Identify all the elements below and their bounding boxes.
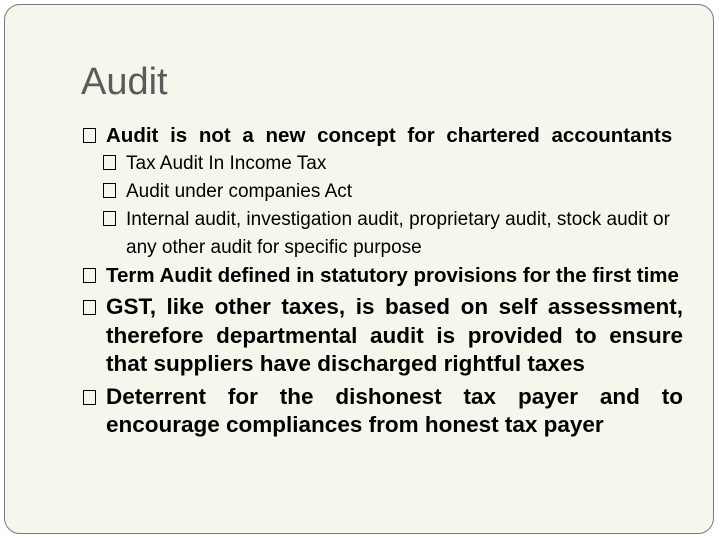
bullet-text: Deterrent for the dishonest tax payer and to encourage compliances from honest tax payer	[106, 383, 683, 437]
slide-body	[83, 122, 683, 441]
square-bullet-icon	[103, 150, 116, 178]
sub-bullet-text: Audit under companies Act	[126, 181, 353, 202]
bullet-item	[83, 383, 683, 440]
square-bullet-icon	[103, 206, 116, 234]
square-bullet-icon	[103, 178, 116, 206]
square-bullet-icon	[83, 262, 96, 289]
sub-bullet-item	[103, 206, 683, 262]
bullet-item	[83, 122, 683, 149]
square-bullet-icon	[83, 293, 96, 322]
slide	[4, 4, 714, 534]
bullet-item	[83, 293, 683, 379]
square-bullet-icon	[83, 122, 96, 149]
sub-bullet-item	[103, 178, 683, 206]
bullet-text: Audit is not a new concept for chartered accountants	[106, 124, 673, 147]
bullet-text: GST, like other taxes, is based on self assessment, therefore departmental audit is provided to ensure that suppliers have discharged rightful taxes	[106, 294, 683, 376]
slide-title: Audit	[81, 61, 168, 103]
square-bullet-icon	[83, 383, 96, 412]
sub-bullet-text: Internal audit, investigation audit, proprietary audit, stock audit or any other audit for specific purpose	[126, 209, 670, 258]
sub-bullet-text: Tax Audit In Income Tax	[126, 153, 327, 174]
sub-bullet-item	[103, 150, 683, 178]
bullet-text: Term Audit defined in statutory provisions for the first time	[106, 264, 679, 287]
bullet-item	[83, 262, 683, 289]
